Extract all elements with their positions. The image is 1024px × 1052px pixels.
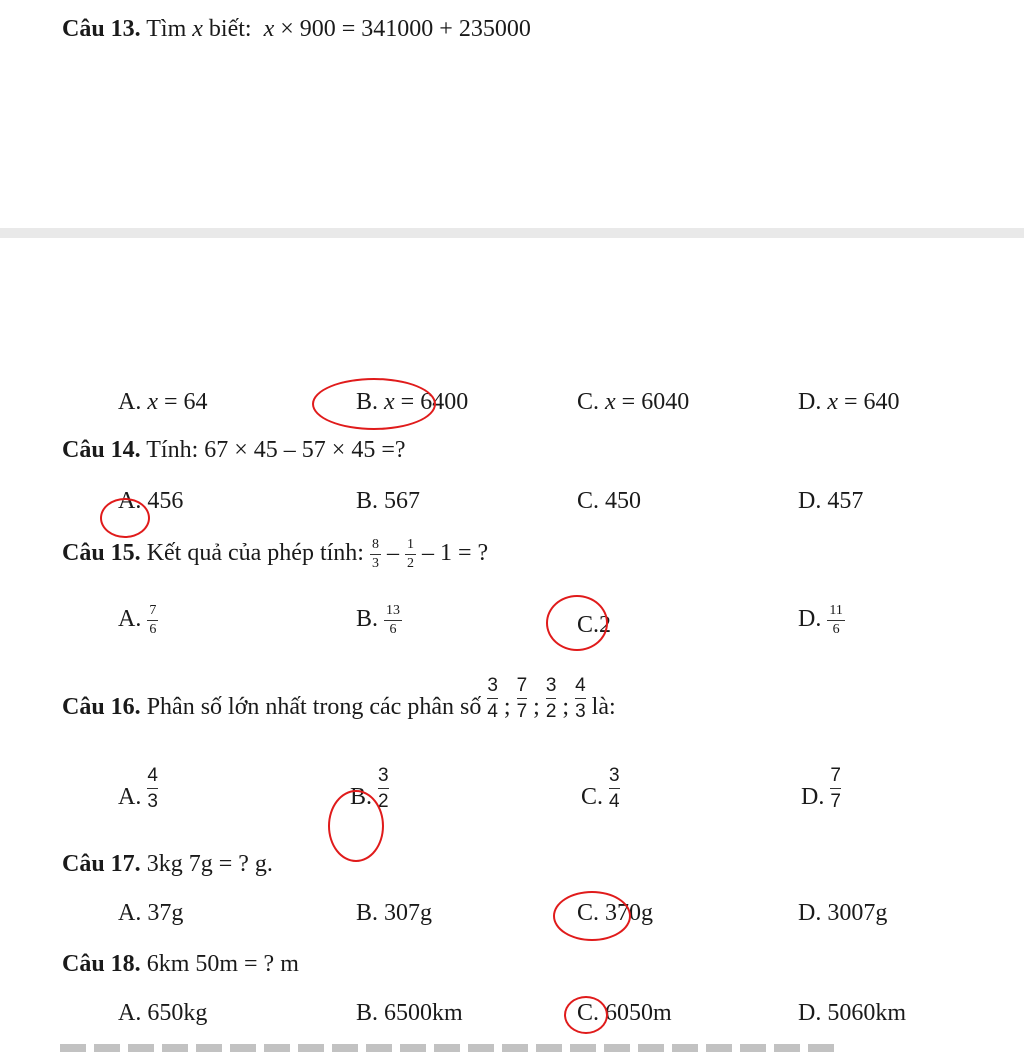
- question-label: Câu 17.: [62, 851, 141, 877]
- option-value: = 6040: [621, 389, 690, 415]
- denominator: 3: [147, 791, 158, 812]
- option-letter: D.: [798, 389, 822, 415]
- question-text: Tính: 67 × 45 – 57 × 45 =?: [146, 437, 406, 463]
- option-letter: B.: [356, 389, 379, 415]
- question-text: Kết quả của phép tính:: [146, 540, 364, 567]
- question-15: [62, 538, 488, 571]
- option-letter: A.: [118, 606, 142, 633]
- fraction: [546, 676, 557, 721]
- numerator: 13: [386, 603, 401, 618]
- question-17: [62, 851, 273, 878]
- denominator: 3: [371, 556, 379, 571]
- option-letter: C.: [577, 612, 600, 638]
- question-18: [62, 951, 299, 978]
- numerator: 7: [830, 765, 841, 786]
- question-text: 6km 50m = ? m: [146, 951, 299, 977]
- option-letter: A.: [118, 389, 142, 415]
- numerator: 7: [516, 675, 528, 696]
- separator: ;: [562, 694, 570, 720]
- q14-option-d[interactable]: D. 457: [798, 488, 864, 514]
- q17-option-b[interactable]: B. 307g: [356, 900, 433, 926]
- question-label: Câu 14.: [62, 437, 141, 463]
- q16-option-a[interactable]: [118, 766, 158, 811]
- equation: × 900 = 341000 + 235000: [280, 16, 531, 42]
- option-letter: A.: [118, 784, 142, 810]
- numerator: 4: [575, 675, 586, 696]
- numerator: 11: [829, 603, 843, 618]
- question-16: [62, 676, 616, 721]
- question-13: [62, 16, 531, 43]
- option-value: = 64: [164, 389, 208, 415]
- fraction: [487, 676, 498, 721]
- denominator: 2: [378, 791, 389, 812]
- q14-option-b[interactable]: B. 567: [356, 488, 421, 514]
- numerator: 7: [149, 603, 157, 618]
- numerator: 8: [371, 537, 379, 552]
- option-letter: B.: [356, 606, 379, 633]
- question-text: Phân số lớn nhất trong các phân số: [146, 694, 482, 720]
- fraction: [378, 766, 389, 811]
- question-text: 3kg 7g = ? g.: [146, 851, 273, 877]
- option-letter: D.: [798, 606, 822, 633]
- option-letter: B.: [350, 784, 373, 810]
- operator: –: [386, 540, 399, 567]
- numerator: 3: [609, 765, 620, 786]
- variable: x: [147, 389, 158, 415]
- q18-option-b[interactable]: B. 6500km: [356, 1000, 463, 1026]
- question-label: Câu 13.: [62, 16, 141, 42]
- cut-off-next-question: [60, 1044, 840, 1052]
- denominator: 4: [487, 701, 498, 722]
- fraction: [827, 604, 844, 637]
- variable: x: [827, 389, 838, 415]
- denominator: 4: [609, 791, 620, 812]
- variable: x: [263, 16, 275, 42]
- denominator: 7: [516, 701, 528, 722]
- separator: ;: [503, 694, 511, 720]
- numerator: 1: [406, 537, 414, 552]
- fraction: [384, 604, 402, 637]
- q18-option-d[interactable]: D. 5060km: [798, 1000, 906, 1026]
- q15-option-a[interactable]: [118, 604, 158, 637]
- q13-option-c[interactable]: [577, 389, 689, 416]
- fraction: [575, 676, 586, 721]
- q14-option-c[interactable]: C. 450: [577, 488, 642, 514]
- q17-option-c[interactable]: C. 370g: [577, 900, 654, 926]
- denominator: 6: [389, 622, 397, 637]
- fraction: [147, 604, 158, 637]
- denominator: 2: [545, 701, 557, 722]
- q16-option-d[interactable]: [801, 766, 841, 811]
- numerator: 3: [545, 675, 557, 696]
- q15-option-d[interactable]: [798, 604, 845, 637]
- question-tail: là:: [591, 694, 616, 720]
- q17-option-d[interactable]: D. 3007g: [798, 900, 888, 926]
- option-letter: C.: [581, 784, 604, 810]
- question-label: Câu 15.: [62, 540, 141, 567]
- page-separator: [0, 228, 1024, 238]
- fraction: [370, 538, 381, 571]
- q18-option-a[interactable]: A. 650kg: [118, 1000, 208, 1026]
- denominator: 3: [575, 701, 586, 722]
- option-value: = 6400: [400, 389, 469, 415]
- fraction: [405, 538, 416, 571]
- q14-option-a[interactable]: A. 456: [118, 488, 184, 514]
- option-letter: D.: [801, 784, 825, 810]
- variable: x: [192, 16, 203, 42]
- question-14: [62, 437, 406, 464]
- q15-option-b[interactable]: [356, 604, 402, 637]
- option-letter: C.: [577, 389, 600, 415]
- fraction: [830, 766, 841, 811]
- q16-option-b[interactable]: [350, 766, 389, 811]
- denominator: 6: [149, 622, 157, 637]
- q15-option-c[interactable]: [577, 612, 611, 639]
- numerator: 3: [378, 765, 389, 786]
- variable: x: [605, 389, 616, 415]
- numerator: 4: [147, 765, 158, 786]
- variable: x: [384, 389, 395, 415]
- q18-option-c[interactable]: C. 6050m: [577, 1000, 672, 1026]
- equation-tail: – 1 = ?: [421, 540, 489, 567]
- fraction: [517, 676, 528, 721]
- question-label: Câu 18.: [62, 951, 141, 977]
- fraction: [147, 766, 158, 811]
- denominator: 7: [830, 791, 841, 812]
- q13-option-d[interactable]: [798, 389, 900, 416]
- fraction: [609, 766, 620, 811]
- option-value: 2: [599, 612, 612, 638]
- question-text: Tìm: [146, 16, 187, 42]
- q16-option-c[interactable]: [581, 766, 620, 811]
- denominator: 6: [832, 622, 840, 637]
- q13-option-a[interactable]: [118, 389, 208, 416]
- separator: ;: [533, 694, 540, 720]
- option-value: = 640: [844, 389, 900, 415]
- numerator: 3: [487, 675, 498, 696]
- q13-option-b[interactable]: [356, 389, 468, 416]
- question-label: Câu 16.: [62, 694, 141, 720]
- q17-option-a[interactable]: A. 37g: [118, 900, 184, 926]
- denominator: 2: [406, 556, 414, 571]
- question-text: biết:: [208, 16, 252, 42]
